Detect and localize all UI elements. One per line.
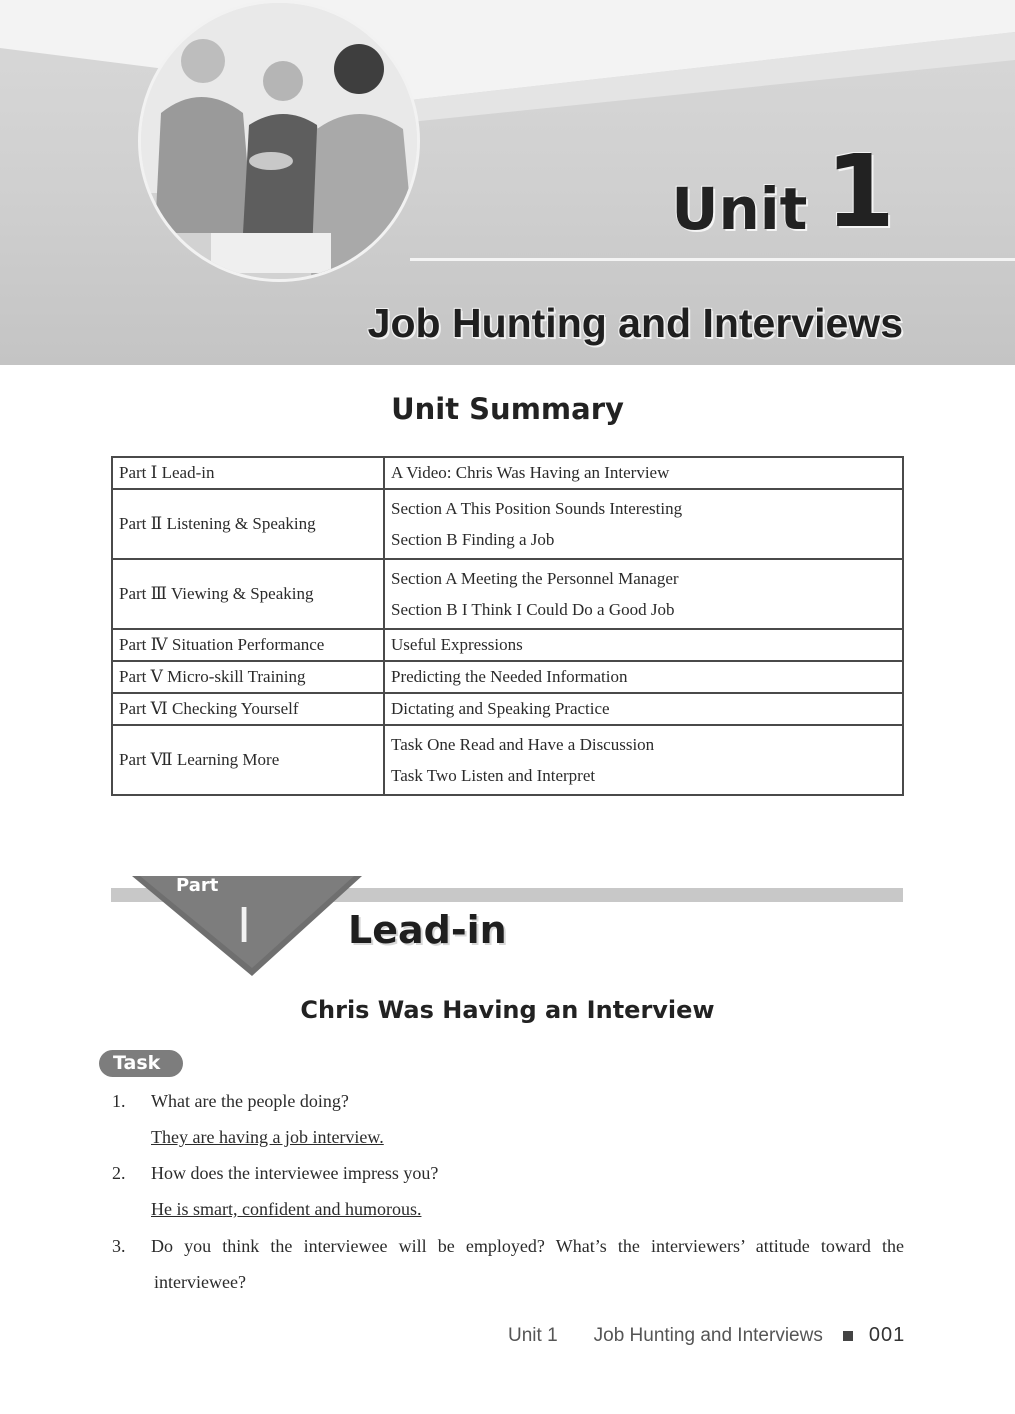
content-line: Section A This Position Sounds Interesting bbox=[391, 499, 683, 518]
question-text-continued: interviewee? bbox=[154, 1272, 246, 1292]
unit-topic-title: Job Hunting and Interviews bbox=[367, 300, 903, 346]
answer-2: He is smart, confident and humorous. bbox=[151, 1199, 422, 1219]
content-line: Task One Read and Have a Discussion bbox=[391, 735, 655, 754]
content-line: Section B I Think I Could Do a Good Job bbox=[391, 600, 675, 619]
part-label: Part bbox=[176, 875, 219, 896]
banner-divider bbox=[410, 258, 1015, 261]
content-line: Useful Expressions bbox=[391, 635, 523, 654]
question-number: 2. bbox=[112, 1163, 126, 1183]
part-cell: Part Ⅱ Listening & Speaking bbox=[112, 489, 384, 559]
table-row bbox=[112, 725, 903, 795]
part-cell: Part Ⅲ Viewing & Speaking bbox=[112, 559, 384, 629]
part-cell: Part Ⅰ Lead-in bbox=[112, 457, 384, 489]
part-cell: Part Ⅳ Situation Performance bbox=[112, 629, 384, 661]
content-line: Dictating and Speaking Practice bbox=[391, 699, 610, 718]
content-cell bbox=[384, 559, 903, 629]
table-row bbox=[112, 457, 903, 489]
content-cell bbox=[384, 629, 903, 661]
question-number: 1. bbox=[112, 1091, 126, 1111]
table-row bbox=[112, 489, 903, 559]
page-footer bbox=[508, 1324, 905, 1347]
summary-heading: Unit Summary bbox=[391, 392, 624, 426]
table-row bbox=[112, 559, 903, 629]
question-number: 3. bbox=[112, 1236, 126, 1256]
question-text: How does the interviewee impress you? bbox=[151, 1163, 439, 1183]
content-cell bbox=[384, 725, 903, 795]
table-row bbox=[112, 629, 903, 661]
question-text: What are the people doing? bbox=[151, 1091, 349, 1111]
content-line: Section A Meeting the Personnel Manager bbox=[391, 569, 679, 588]
unit-banner bbox=[0, 0, 1015, 365]
unit-number: 1 bbox=[825, 133, 895, 250]
content-cell bbox=[384, 693, 903, 725]
handshake-photo-illustration bbox=[141, 3, 417, 279]
video-title: Chris Was Having an Interview bbox=[300, 996, 715, 1024]
summary-table bbox=[111, 456, 904, 796]
interview-photo bbox=[138, 0, 420, 282]
part-cell: Part Ⅶ Learning More bbox=[112, 725, 384, 795]
content-line: Predicting the Needed Information bbox=[391, 667, 628, 686]
footer-title: Job Hunting and Interviews bbox=[593, 1324, 823, 1346]
content-line: A Video: Chris Was Having an Interview bbox=[391, 463, 670, 482]
part-title: Lead-in bbox=[348, 908, 507, 952]
content-cell bbox=[384, 489, 903, 559]
page-number: 001 bbox=[868, 1324, 906, 1346]
footer-unit: Unit 1 bbox=[508, 1324, 558, 1346]
part-cell: Part Ⅵ Checking Yourself bbox=[112, 693, 384, 725]
part-cell: Part Ⅴ Micro-skill Training bbox=[112, 661, 384, 693]
content-cell bbox=[384, 661, 903, 693]
footer-square-icon bbox=[843, 1331, 853, 1341]
task-badge: Task bbox=[99, 1050, 183, 1077]
answer-1: They are having a job interview. bbox=[151, 1127, 384, 1147]
content-cell bbox=[384, 457, 903, 489]
question-text: Do you think the interviewee will be employed? What’s the interviewers’ attitude toward the bbox=[151, 1236, 904, 1256]
unit-word: Unit bbox=[671, 175, 808, 243]
unit-heading bbox=[671, 133, 895, 250]
content-line: Task Two Listen and Interpret bbox=[391, 766, 596, 785]
content-line: Section B Finding a Job bbox=[391, 530, 555, 549]
table-row bbox=[112, 693, 903, 725]
part-numeral: Ⅰ bbox=[237, 900, 252, 953]
table-row bbox=[112, 661, 903, 693]
